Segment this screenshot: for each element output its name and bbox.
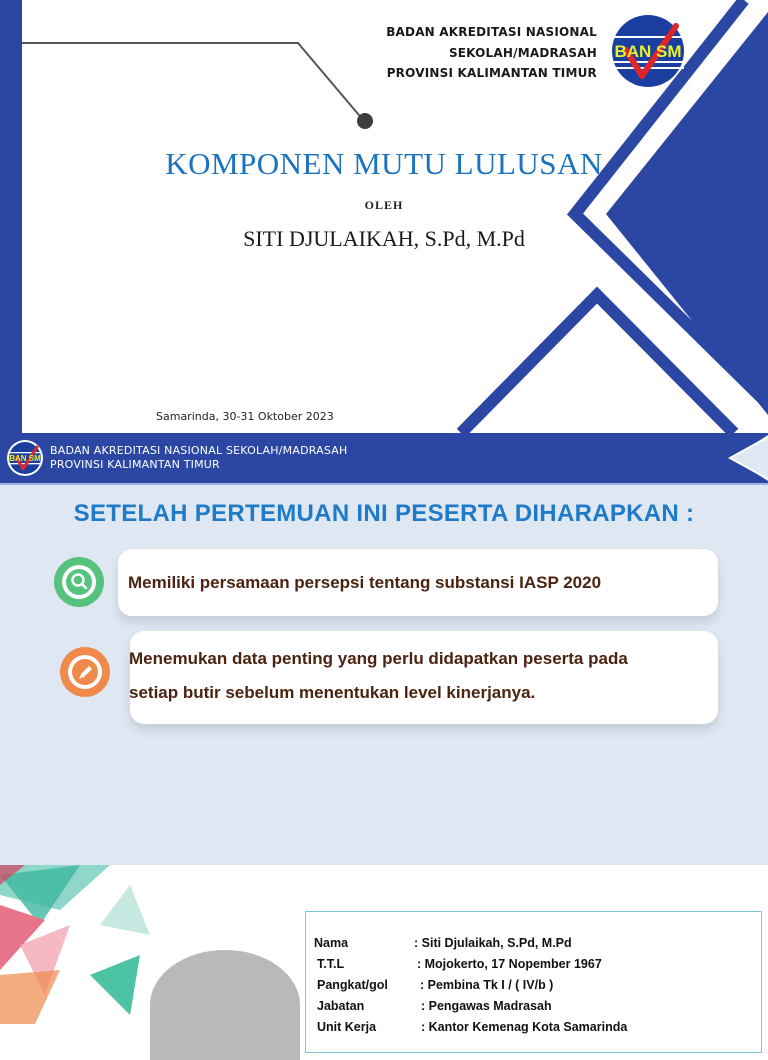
left-accent-bar — [0, 0, 22, 433]
objective-text-2: Menemukan data penting yang perlu didapatkan peserta pada setiap butir sebelum menentukan level kinerjanya. — [129, 649, 628, 702]
logo-text: BAN SM — [614, 42, 682, 61]
banner-arrow-decoration — [720, 433, 768, 483]
ban-sm-logo-small — [6, 439, 44, 477]
slide-decoration — [0, 0, 768, 433]
objective-card-1 — [118, 549, 718, 616]
connector-line — [22, 43, 364, 121]
bio-row-name: Nama : Siti Djulaikah, S.Pd, M.Pd — [314, 936, 572, 950]
connector-dot — [357, 113, 373, 129]
pencil-icon — [72, 659, 98, 685]
objective-card-2 — [130, 631, 718, 724]
place-date: Samarinda, 30-31 Oktober 2023 — [156, 410, 334, 423]
objective-text-1: Memiliki persamaan persepsi tentang substansi IASP 2020 — [128, 573, 602, 592]
presentation-title: KOMPONEN MUTU LULUSAN — [165, 146, 603, 181]
biodata-box — [305, 911, 762, 1053]
logo-text-small: BAN SM — [9, 454, 41, 463]
organization-name: BADAN AKREDITASI NASIONAL SEKOLAH/MADRASAH PROVINSI KALIMANTAN TIMUR — [386, 25, 597, 80]
search-icon — [66, 569, 92, 595]
bio-row-ttl: T.T.L : Mojokerto, 17 Nopember 1967 — [317, 957, 602, 971]
objective-badge-1 — [54, 557, 104, 607]
bio-row-rank: Pangkat/gol : Pembina Tk I / ( IV/b ) — [317, 978, 554, 992]
header-banner — [0, 433, 768, 483]
title-slide — [0, 0, 768, 433]
objective-badge-2 — [60, 647, 110, 697]
objectives-heading: SETELAH PERTEMUAN INI PESERTA DIHARAPKAN : — [73, 500, 695, 527]
bio-row-work-unit: Unit Kerja : Kantor Kemenag Kota Samarinda — [317, 1020, 628, 1034]
objectives-slide — [0, 433, 768, 865]
by-label: OLEH — [364, 198, 404, 212]
profile-photo — [150, 950, 300, 1060]
author-name: SITI DJULAIKAH, S.Pd, M.Pd — [243, 226, 525, 251]
bio-row-position: Jabatan : Pengawas Madrasah — [317, 999, 552, 1013]
banner-organization: BADAN AKREDITASI NASIONAL SEKOLAH/MADRASAH PROVINSI KALIMANTAN TIMUR — [50, 444, 348, 471]
banner-divider — [0, 483, 768, 485]
profile-slide — [0, 865, 768, 1034]
ban-sm-logo — [612, 15, 684, 87]
